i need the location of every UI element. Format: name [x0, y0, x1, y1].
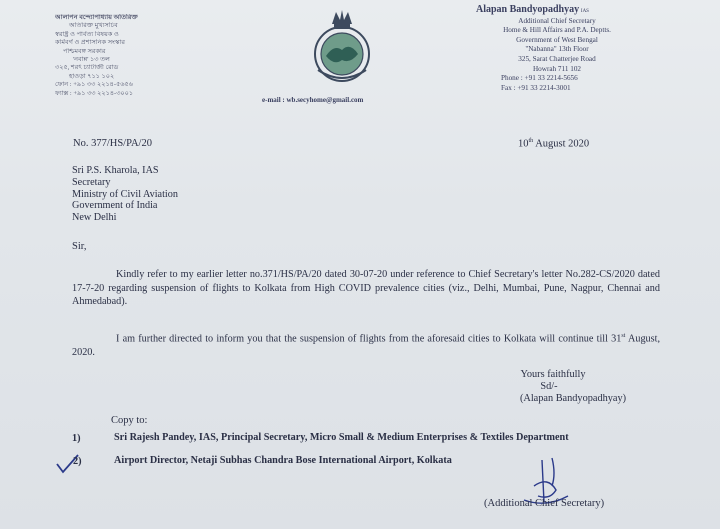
copy-item-number: 2): [73, 456, 82, 467]
letterhead-line: Home & Hill Affairs and P.A. Deptts.: [503, 26, 611, 35]
phone-number: Phone : +91 33 2214-5656: [501, 74, 578, 83]
letterhead-line: Howrah 711 102: [532, 64, 582, 73]
official-name: Alapan Bandyopadhyay: [476, 4, 580, 15]
letterhead-bengali-line: পশ্চিমবঙ্গ সরকার: [63, 47, 106, 55]
letterhead-bengali-line: হাওড়া ৭১১ ১০২: [69, 72, 115, 80]
body-paragraph-1: Kindly refer to my earlier letter no.371/HS/PA/20 dated 30-07-20 under reference to Chief Secretary's letter No.282-CS/2020 dated 17-7-20 regarding suspension of flights to Kolkata from High COVID prevalence cities (viz., Delhi, Mumbai, Pune, Nagpur, Chennai and Ahmedabad).: [72, 269, 660, 308]
addressee-line: New Delhi: [72, 212, 117, 224]
letterhead-bengali: [55, 14, 170, 98]
copy-item-number: 1): [72, 433, 81, 444]
copy-item: Sri Rajesh Pandey, IAS, Principal Secretary, Micro Small & Medium Enterprises & Textiles Department: [114, 432, 569, 443]
date-day: 10: [518, 138, 529, 150]
salutation: Sir,: [72, 241, 87, 252]
letterhead-bengali-line: কর্মিবর্গ ও প্রশাসনিক সংস্কার: [55, 39, 125, 47]
addressee-line: Sri P.S. Kharola, IAS: [72, 165, 159, 176]
paragraph2-end: August, 2020.: [72, 333, 660, 358]
signed-mark: Sd/-: [540, 380, 558, 392]
addressee-line: Government of India: [72, 200, 158, 212]
letterhead-english: [452, 4, 662, 93]
official-name-suffix: IAS: [580, 9, 589, 14]
addressee-block: [72, 165, 178, 224]
letterhead-bengali-line: ৩২৫, শরৎ চ্যাটার্জী রোড: [55, 64, 119, 72]
letter-date: [518, 138, 589, 150]
letterhead-bengali-line: ফ্যাক্স : +৯১ ৩৩ ২২১৪-৩০০১: [55, 89, 134, 97]
addressee-line: Ministry of Civil Aviation: [72, 188, 178, 200]
letterhead-line: Government of West Bengal: [516, 35, 598, 44]
email-address: e-mail : wb.secyhome@gmail.com: [262, 96, 364, 104]
state-emblem-icon: [304, 6, 380, 86]
letterhead-line: Additional Chief Secretary: [518, 16, 596, 25]
letterhead-bengali-line: আলাপন বন্দ্যোপাধ্যায় অতিরিক্ত: [55, 14, 138, 21]
letterhead-bengali-line: অতিরিক্ত মুখ্যসচিব: [69, 22, 118, 30]
designation: (Additional Chief Secretary): [484, 498, 605, 509]
copy-item: Airport Director, Netaji Subhas Chandra Bose International Airport, Kolkata: [114, 455, 452, 466]
paragraph2-text: I am further directed to inform you that the suspension of flights from the aforesaid cities to Kolkata will continue till 31: [116, 333, 622, 345]
reference-number: No. 377/HS/PA/20: [73, 138, 152, 149]
letterhead-bengali-line: ফোন : +৯১ ৩৩ ২২১৪-৫৬৫৬: [55, 81, 133, 89]
letterhead-bengali-line: 'নবান্ন' ১৩ তল: [73, 56, 110, 64]
body-paragraph-2: [72, 330, 660, 360]
signoff-block: [488, 369, 658, 404]
closing: Yours faithfully: [520, 369, 586, 380]
copy-to-heading: Copy to:: [111, 415, 148, 426]
letterhead-line: 325, Sarat Chatterjee Road: [518, 54, 596, 63]
letterhead-bengali-line: স্বরাষ্ট্র ও পার্বত্য বিষয়ক ও: [55, 30, 119, 38]
fax-number: Fax : +91 33 2214-3001: [501, 83, 571, 92]
addressee-line: Secretary: [72, 176, 111, 188]
date-rest: August 2020: [533, 138, 590, 150]
date-suffix: th: [528, 138, 534, 144]
signatory-name: (Alapan Bandyopadhyay): [519, 392, 627, 404]
paragraph2-sup: st: [621, 333, 626, 339]
letterhead-line: "Nabanna" 13th Floor: [525, 45, 589, 54]
